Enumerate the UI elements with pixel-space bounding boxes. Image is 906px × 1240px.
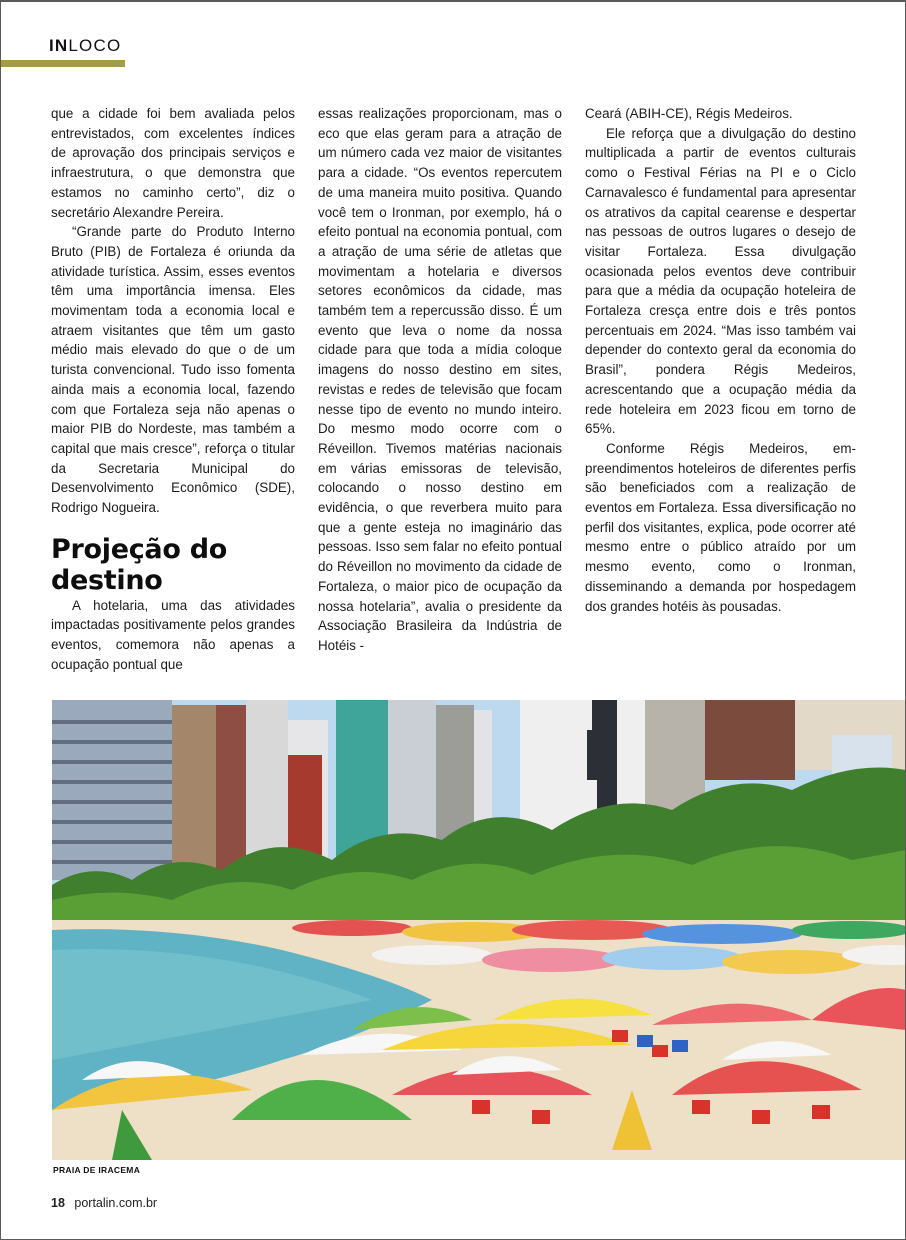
beach-photo — [52, 700, 906, 1160]
paragraph: Ele reforça que a divulgação do destino multiplicada a partir de eventos culturais como o Festival Férias na PI e o Ciclo Carnavalesco é fundamental para apresentar os atrativos da capital cearense e despertar nas pessoas de outros lugares o desejo de visitar Fortaleza. Essa divulgação ocasionada pelos eventos deve contribuir para que a média da ocupação hoteleira de Fortaleza cresça entre dois e três pontos percentuais em 2024. “Mas isso também vai depender do contexto geral da economia do Brasil”, pondera Régis Medeiros, acrescentando que a ocupação média da rede hoteleira em 2023 ficou em torno de 65%. — [585, 125, 856, 437]
paragraph: Conforme Régis Medeiros, empreendimentos hoteleiros de diferentes perfis são beneficiados com a realização de eventos em Fortaleza. Essa diversificação no perfil dos visitantes, explica, pode ocorrer até mesmo entre o público atraído por um mesmo evento, como o Ironman, disseminando a demanda por hospedagem dos grandes hotéis às pousadas. — [585, 440, 856, 614]
footer-site: portalin.com.br — [74, 1196, 158, 1210]
article-column-2 — [318, 104, 562, 656]
section-accent-bar — [0, 60, 125, 67]
paragraph: “Grande parte do Produto Interno Bruto (PIB) de Fortaleza é oriunda da atividade turística. Assim, esses eventos têm uma importância imensa. Eles movimentam toda a economia local e atraem visitantes que têm um gasto médio mais elevado do que o de um turista convencional. Tudo isso fomenta ainda mais a economia local, fazendo com que Fortaleza seja não apenas o maior PIB do Nordeste, mas também a capital que mais cresce”, reforça o titular da Secretaria Municipal do Desenvolvimento Econômico (SDE), Rodrigo Nogueira. — [51, 224, 295, 516]
paragraph: essas realizações proporcionam, mas o eco que elas geram para a atração de um número cada vez maior de visitantes para a cidade. “Os eventos repercutem de uma maneira muito positiva. Quando você tem o Ironman, por exemplo, há o efeito pontual na economia pontual, com a atração de uma série de atletas que movimentam a hotelaria e diversos setores econômicos da cidade, mas também tem a repercussão disso. É um evento que leva o nome da nossa cidade para que toda a mídia coloque imagens do nosso destino em sites, revistas e redes de televisão que focam nesse tipo de evento no mundo inteiro. Do mesmo modo ocorre com o Réveillon. Tivemos matérias nacionais em várias emissoras de televisão, colocando o nosso destino em evidência, o que reverbera muito para que a gente esteja no imaginário das pessoas. Isso sem falar no efeito pontual do Réveillon no movimento da cidade de Fortaleza, o maior pico de ocupação da nossa hotelaria”, avalia o presidente da Associação Brasileira da Indústria de Hotéis - — [318, 106, 562, 653]
paragraph: que a cidade foi bem avaliada pelos entrevistados, com excelentes índices de aprovação dos principais serviços e infraestrutura, o que demonstra que estamos no caminho certo”, diz o secretário Alexandre Pereira. — [51, 106, 295, 220]
photo-caption: PRAIA DE IRACEMA — [53, 1165, 141, 1175]
section-tag-bold: IN — [49, 36, 69, 55]
article-column-3 — [585, 104, 856, 616]
paragraph: A hotelaria, uma das atividades impactadas positivamente pelos grandes eventos, comemora não apenas a ocupação pontual que — [51, 597, 295, 672]
page-number: 18 — [51, 1196, 65, 1210]
beach-photo-illustration — [52, 700, 906, 1160]
paragraph: Ceará (ABIH-CE), Régis Medeiros. — [585, 106, 793, 121]
page-footer — [51, 1196, 157, 1210]
section-tag — [49, 36, 121, 56]
article-column-1 — [51, 104, 295, 675]
subheading: Projeção do destino — [51, 533, 227, 596]
section-tag-light: LOCO — [68, 36, 122, 55]
